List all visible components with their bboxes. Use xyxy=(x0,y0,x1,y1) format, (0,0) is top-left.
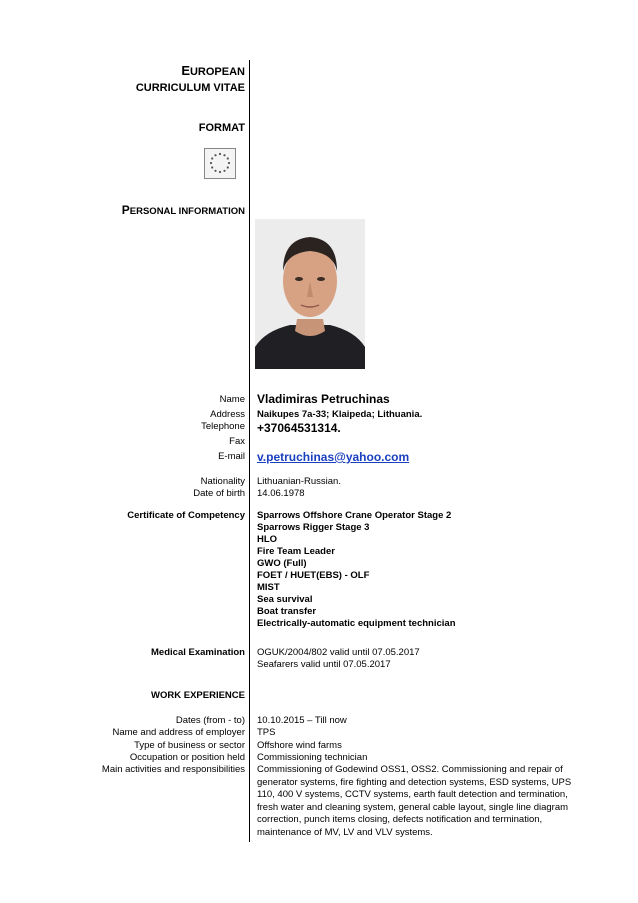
activities-label: Main activities and responsibilities xyxy=(101,764,245,775)
telephone-value: +37064531314. xyxy=(257,421,341,435)
eu-flag-icon xyxy=(204,148,236,179)
list-item: GWO (Full) xyxy=(257,558,307,569)
medical-line2: Seafarers valid until 07.05.2017 xyxy=(257,659,391,670)
certificate-label: Certificate of Competency xyxy=(127,510,245,521)
name-value: Vladimiras Petruchinas xyxy=(257,392,390,406)
personal-info-rest: ERSONAL INFORMATION xyxy=(129,206,245,217)
title-line2: CURRICULUM VITAE xyxy=(135,82,245,94)
email-label: E-mail xyxy=(218,451,245,462)
business-label: Type of business or sector xyxy=(134,740,245,751)
telephone-label: Telephone xyxy=(201,421,245,432)
list-item: Sparrows Rigger Stage 3 xyxy=(257,522,370,533)
position-value: Commissioning technician xyxy=(257,752,368,763)
list-item: Fire Team Leader xyxy=(257,546,335,557)
business-value: Offshore wind farms xyxy=(257,740,342,751)
list-item: Sparrows Offshore Crane Operator Stage 2 xyxy=(257,510,452,521)
medical-label: Medical Examination xyxy=(151,647,245,658)
dob-label: Date of birth xyxy=(193,488,245,499)
list-item: MIST xyxy=(257,582,280,593)
email-link[interactable]: v.petruchinas@yahoo.com xyxy=(257,450,410,464)
name-label: Name xyxy=(219,394,245,405)
position-label: Occupation or position held xyxy=(129,752,245,763)
personal-info-heading xyxy=(122,203,245,219)
activities-value: Commissioning of Godewind OSS1, OSS2. Commissioning and repair of generator systems, fire fighting and detection systems, ESD systems, UPS 110, 400 V systems, CCTV systems, earth fault detection and termination, fresh water and cleaning system, general cable layout, single line diagram correction, punch items closing, defects notification and termination, maintenance of MV, LV and VLV systems. xyxy=(257,764,572,838)
list-item: HLO xyxy=(257,534,278,545)
employer-value: TPS xyxy=(257,727,276,738)
dates-label: Dates (from - to) xyxy=(175,715,245,726)
work-experience-heading: WORK EXPERIENCE xyxy=(151,690,245,701)
column-divider xyxy=(249,60,250,842)
fax-label: Fax xyxy=(229,436,245,447)
list-item: Electrically-automatic equipment technician xyxy=(257,618,456,629)
list-item: FOET / HUET(EBS) - OLF xyxy=(257,570,370,581)
medical-line1: OGUK/2004/802 valid until 07.05.2017 xyxy=(257,647,420,658)
list-item: Sea survival xyxy=(257,594,313,605)
list-item: Boat transfer xyxy=(257,606,317,617)
dates-value: 10.10.2015 – Till now xyxy=(257,715,347,726)
nationality-value: Lithuanian-Russian. xyxy=(257,476,341,487)
certificate-list xyxy=(257,510,456,630)
format-label: FORMAT xyxy=(198,122,245,134)
employer-label: Name and address of employer xyxy=(112,727,245,738)
title-initial: E xyxy=(181,63,190,78)
title-line1 xyxy=(181,64,245,79)
address-value: Naikupes 7a-33; Klaipeda; Lithuania. xyxy=(257,409,423,420)
nationality-label: Nationality xyxy=(200,476,245,487)
title-rest: UROPEAN xyxy=(189,66,245,78)
address-label: Address xyxy=(210,409,245,420)
dob-value: 14.06.1978 xyxy=(257,488,305,499)
personal-info-initial: P xyxy=(121,203,130,217)
portrait-photo xyxy=(255,219,365,369)
